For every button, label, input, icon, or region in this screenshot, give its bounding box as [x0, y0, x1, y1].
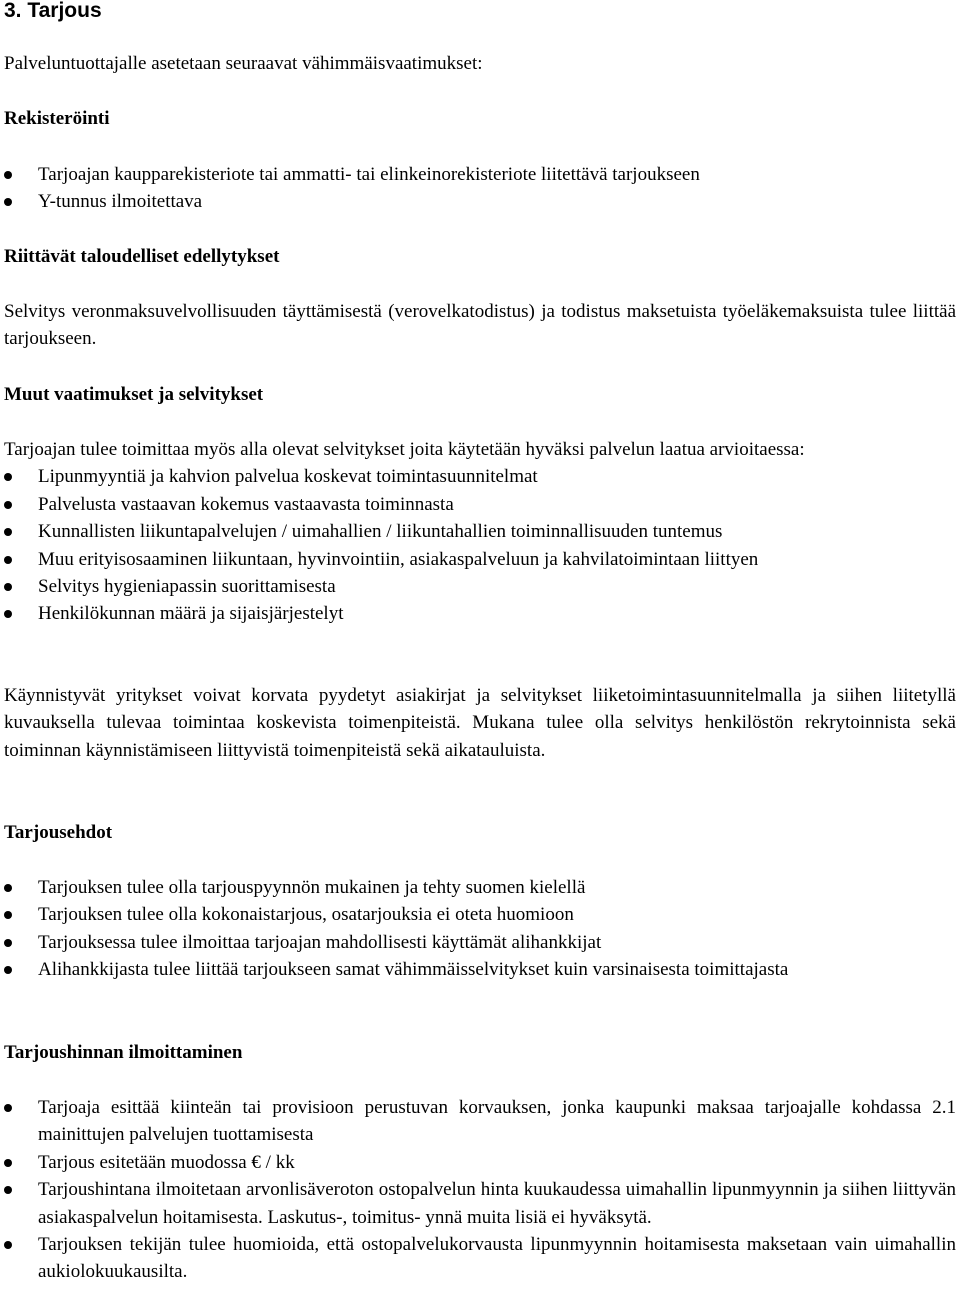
intro-paragraph [4, 50, 956, 77]
list-item: Tarjouksen tulee olla tarjouspyynnön mukainen ja tehty suomen kielellä [4, 874, 956, 901]
pricing-section [4, 1039, 956, 1066]
financial-paragraph [4, 298, 956, 353]
terms-heading: Tarjousehdot [4, 822, 113, 843]
bullet-icon [4, 198, 12, 206]
list-item: Tarjoushintana ilmoitetaan arvonlisäveroton ostopalvelun hinta kuukaudessa uimahallin lipunmyynnin ja siihen liittyvän asiakaspalvelun hoitamisesta. Laskutus-, toimitus- ynnä muita lisiä ei hyväksytä. [4, 1176, 956, 1231]
bullet-icon [4, 171, 12, 179]
list-item: Alihankkijasta tulee liittää tarjoukseen samat vähimmäisselvitykset kuin varsinaisesta toimittajasta [4, 956, 956, 983]
bullet-icon [4, 1159, 12, 1167]
registration-section [4, 105, 956, 132]
bullet-icon [4, 583, 12, 591]
list-item: Kunnallisten liikuntapalvelujen / uimahallien / liikuntahallien toiminnallisuuden tuntemus [4, 518, 956, 545]
terms-list [4, 874, 956, 984]
bullet-icon [4, 473, 12, 481]
bullet-icon [4, 501, 12, 509]
other-requirements-intro: Tarjoajan tulee toimittaa myös alla olevat selvitykset joita käytetään hyväksi palvelun laatua arvioitaessa: [4, 439, 805, 460]
bullet-icon [4, 528, 12, 536]
bullet-icon [4, 939, 12, 947]
list-item: Tarjoaja esittää kiinteän tai provisioon perustuvan korvauksen, jonka kaupunki maksaa tarjoajalle kohdassa 2.1 mainittujen palvelujen tuottamisesta [4, 1094, 956, 1149]
financial-text: Selvitys veronmaksuvelvollisuuden täyttämisestä (verovelkatodistus) ja todistus maksetuista työeläkemaksuista tulee liittää tarjoukseen. [4, 301, 956, 350]
bullet-icon [4, 1104, 12, 1112]
startup-text: Käynnistyvät yritykset voivat korvata pyydetyt asiakirjat ja selvitykset liiketoimintasuunnitelmalla ja siihen liitetyllä kuvauksella tulevaa toimintaa koskevista toimenpiteistä. Mukana tulee olla selvitys henkilöstön rekrytoinnista sekä toiminnan käynnistämiseen liittyvistä toimenpiteistä sekä aikatauluista. [4, 685, 956, 761]
section-title: 3. Tarjous [4, 0, 102, 22]
list-item: Tarjouksen tulee olla kokonaistarjous, osatarjouksia ei oteta huomioon [4, 901, 956, 928]
financial-heading: Riittävät taloudelliset edellytykset [4, 246, 280, 267]
list-item: Y-tunnus ilmoitettava [4, 188, 956, 215]
list-item: Palvelusta vastaavan kokemus vastaavasta toiminnasta [4, 491, 956, 518]
list-item: Muu erityisosaaminen liikuntaan, hyvinvointiin, asiakaspalveluun ja kahvilatoimintaan liittyen [4, 546, 956, 573]
bullet-icon [4, 911, 12, 919]
list-item: Lipunmyyntiä ja kahvion palvelua koskevat toimintasuunnitelmat [4, 463, 956, 490]
registration-heading: Rekisteröinti [4, 108, 110, 129]
other-requirements-body [4, 436, 956, 628]
startup-paragraph [4, 682, 956, 764]
bullet-icon [4, 1186, 12, 1194]
list-item: Tarjouksessa tulee ilmoittaa tarjoajan mahdollisesti käyttämät alihankkijat [4, 929, 956, 956]
bullet-icon [4, 1241, 12, 1249]
terms-section [4, 819, 956, 846]
other-requirements-section [4, 381, 956, 408]
bullet-icon [4, 966, 12, 974]
intro-text: Palveluntuottajalle asetetaan seuraavat vähimmäisvaatimukset: [4, 53, 483, 74]
registration-list [4, 161, 956, 216]
list-item: Henkilökunnan määrä ja sijaisjärjestelyt [4, 600, 956, 627]
list-item: Selvitys hygieniapassin suorittamisesta [4, 573, 956, 600]
bullet-icon [4, 556, 12, 564]
financial-section [4, 243, 956, 270]
list-item: Tarjouksen tekijän tulee huomioida, että ostopalvelukorvausta lipunmyynnin hoitamisesta maksetaan vain uimahallin aukiolokuukausilta. [4, 1231, 956, 1286]
bullet-icon [4, 610, 12, 618]
other-requirements-heading: Muut vaatimukset ja selvitykset [4, 384, 264, 405]
list-item: Tarjous esitetään muodossa € / kk [4, 1149, 956, 1176]
pricing-heading: Tarjoushinnan ilmoittaminen [4, 1042, 243, 1063]
bullet-icon [4, 884, 12, 892]
pricing-list [4, 1094, 956, 1286]
list-item: Tarjoajan kaupparekisteriote tai ammatti- tai elinkeinorekisteriote liitettävä tarjoukseen [4, 161, 956, 188]
